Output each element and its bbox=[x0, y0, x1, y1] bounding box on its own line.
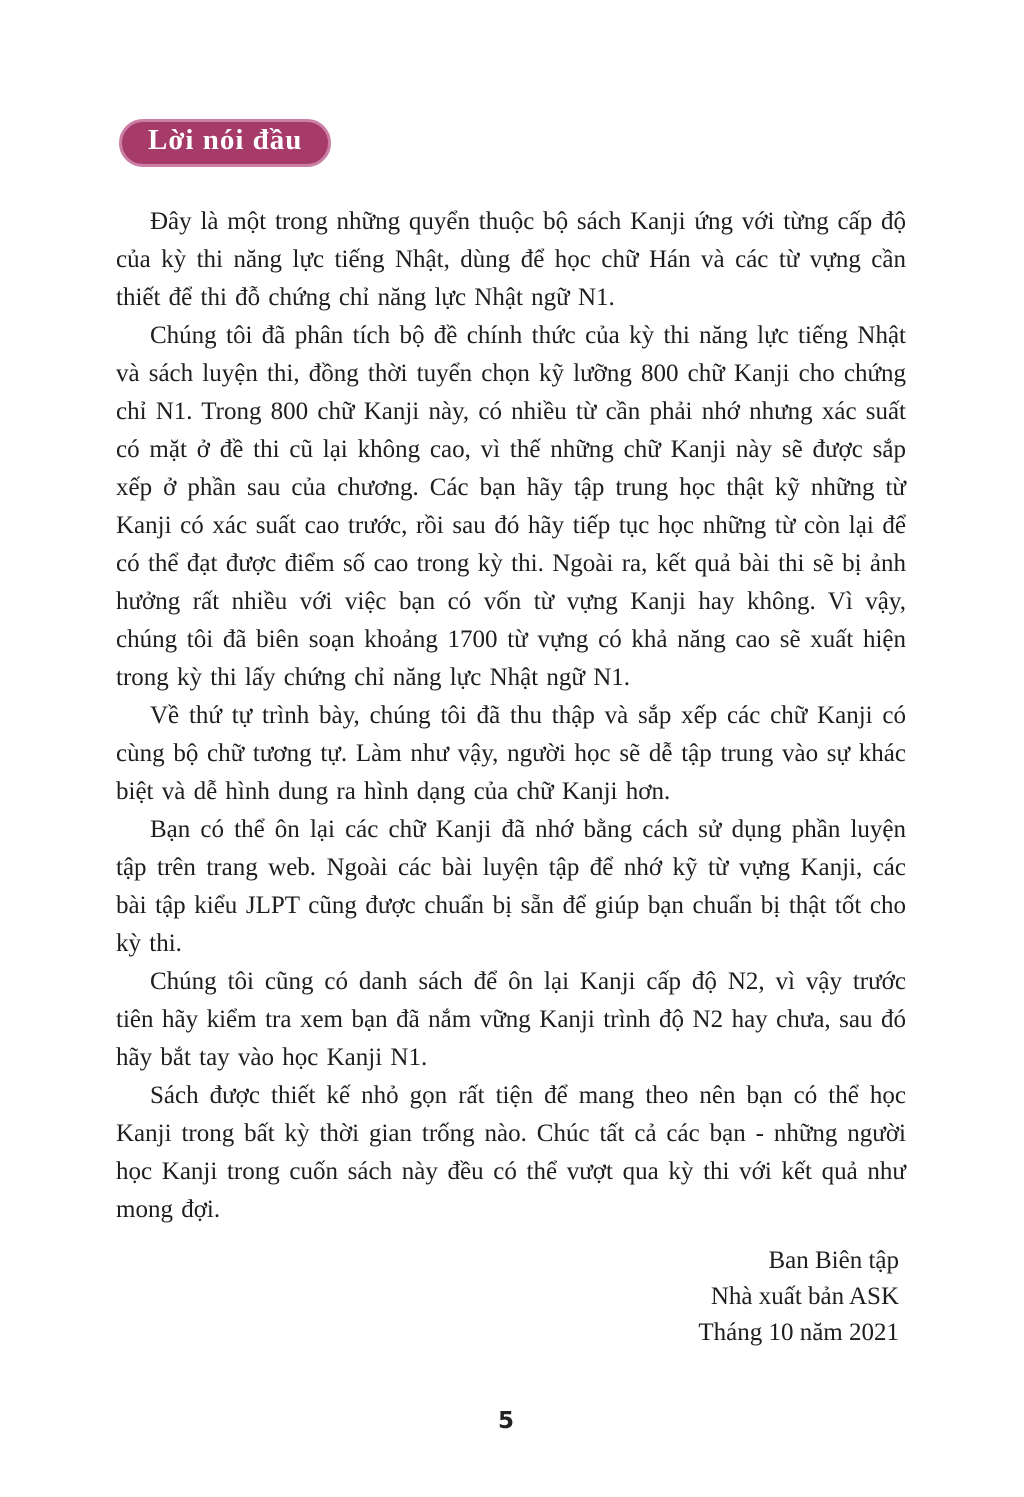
signature-line: Tháng 10 năm 2021 bbox=[698, 1319, 899, 1346]
preface-body bbox=[116, 203, 906, 1229]
paragraph: Bạn có thể ôn lại các chữ Kanji đã nhớ bằng cách sử dụng phần luyện tập trên trang web. Ngoài các bài luyện tập để nhớ kỹ từ vựng Kanji, các bài tập kiểu JLPT cũng được chuẩn bị sẵn để giúp bạn chuẩn bị thật tốt cho kỳ thi. bbox=[116, 816, 906, 957]
signature-line: Nhà xuất bản ASK bbox=[710, 1283, 899, 1310]
page-number: 5 bbox=[497, 1408, 514, 1434]
paragraph: Chúng tôi đã phân tích bộ đề chính thức của kỳ thi năng lực tiếng Nhật và sách luyện thi, đồng thời tuyển chọn kỹ lưỡng 800 chữ Kanji cho chứng chỉ N1. Trong 800 chữ Kanji này, có nhiều từ cần phải nhớ nhưng xác suất có mặt ở đề thi cũ lại không cao, vì thế những chữ Kanji này sẽ được sắp xếp ở phần sau của chương. Các bạn hãy tập trung học thật kỹ những từ Kanji có xác suất cao trước, rồi sau đó hãy tiếp tục học những từ còn lại để có thể đạt được điểm số cao trong kỳ thi. Ngoài ra, kết quả bài thi sẽ bị ảnh hưởng rất nhiều với việc bạn có vốn từ vựng Kanji hay không. Vì vậy, chúng tôi đã biên soạn khoảng 1700 từ vựng có khả năng cao sẽ xuất hiện trong kỳ thi lấy chứng chỉ năng lực Nhật ngữ N1. bbox=[116, 322, 906, 691]
paragraph: Đây là một trong những quyển thuộc bộ sách Kanji ứng với từng cấp độ của kỳ thi năng lực tiếng Nhật, dùng để học chữ Hán và các từ vựng cần thiết để thi đỗ chứng chỉ năng lực Nhật ngữ N1. bbox=[116, 208, 906, 311]
paragraph: Sách được thiết kế nhỏ gọn rất tiện để mang theo nên bạn có thể học Kanji trong bất kỳ thời gian trống nào. Chúc tất cả các bạn - những người học Kanji trong cuốn sách này đều có thể vượt qua kỳ thi với kết quả như mong đợi. bbox=[116, 1082, 906, 1223]
section-title-badge: Lời nói đầu bbox=[119, 119, 331, 167]
signature-line: Ban Biên tập bbox=[768, 1247, 899, 1274]
paragraph: Chúng tôi cũng có danh sách để ôn lại Kanji cấp độ N2, vì vậy trước tiên hãy kiểm tra xem bạn đã nắm vững Kanji trình độ N2 hay chưa, sau đó hãy bắt tay vào học Kanji N1. bbox=[116, 968, 906, 1071]
paragraph: Về thứ tự trình bày, chúng tôi đã thu thập và sắp xếp các chữ Kanji có cùng bộ chữ tương tự. Làm như vậy, người học sẽ dễ tập trung vào sự khác biệt và dễ hình dung ra hình dạng của chữ Kanji hơn. bbox=[116, 702, 906, 805]
signature-block bbox=[698, 1243, 899, 1351]
